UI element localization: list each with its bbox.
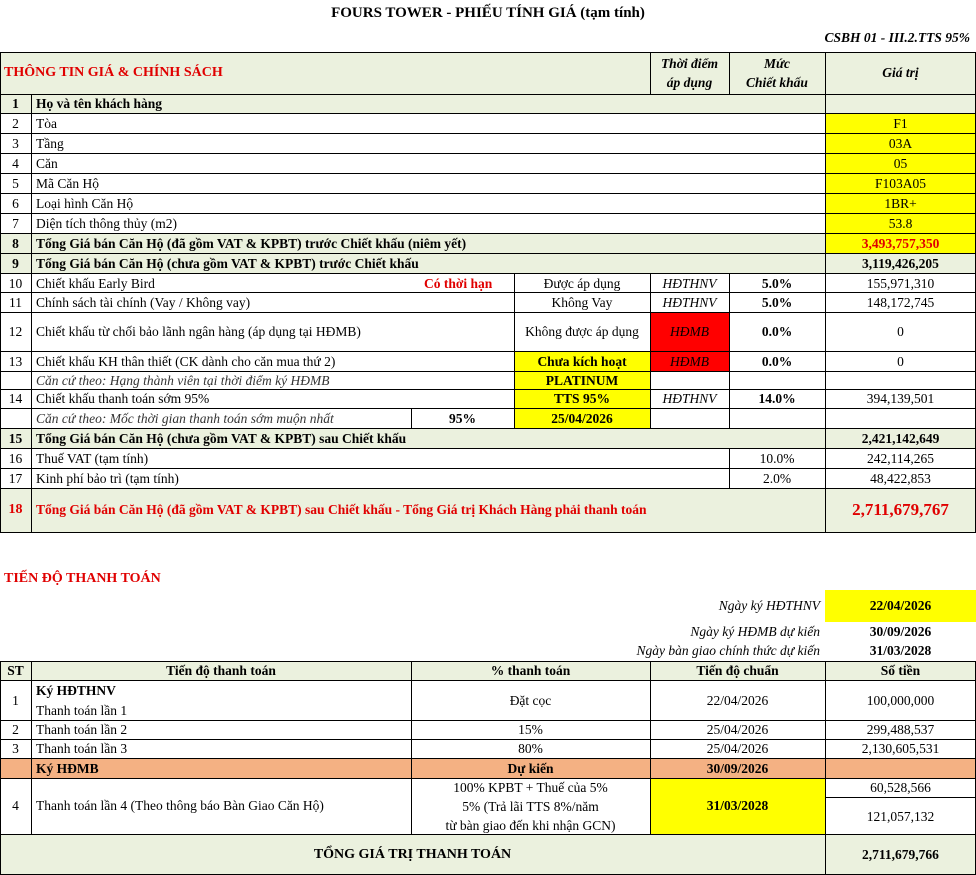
row-10-label: Chiết khấu Early Bird (36, 276, 155, 291)
row-18-no: 18 (8, 502, 23, 517)
row-13-time: HĐMB (670, 354, 709, 369)
row-17-value: 48,422,853 (870, 471, 931, 486)
pay-3-pct: 80% (518, 741, 543, 756)
row-11-value: 148,172,745 (866, 295, 935, 310)
row-12-no: 12 (8, 324, 23, 339)
hdmb-stage: Ký HĐMB (36, 761, 99, 776)
pay-3-date: 25/04/2026 (706, 741, 769, 756)
pay-1-pct: Đặt cọc (509, 693, 552, 708)
document-title: FOURS TOWER - PHIẾU TÍNH GIÁ (tạm tính) (331, 5, 645, 21)
row-15-no: 15 (8, 431, 23, 446)
row-17-no: 17 (8, 471, 23, 486)
row-14b-pct: 95% (449, 411, 476, 426)
row-16-no: 16 (8, 451, 23, 466)
sign-hdthnv-value: 22/04/2026 (869, 598, 932, 613)
row-13-no: 13 (8, 354, 23, 369)
total-value: 2,711,679,766 (862, 847, 939, 862)
row-13-status: Chưa kích hoạt (537, 354, 627, 369)
handover-label: Ngày bàn giao chính thức dự kiến (636, 643, 820, 658)
row-6-no: 6 (12, 196, 19, 211)
handover-value: 31/03/2028 (869, 643, 932, 658)
row-3-label: Tầng (36, 136, 64, 151)
row-15-value: 2,421,142,649 (861, 431, 940, 446)
pay-4-amount-b: 121,057,132 (866, 809, 935, 824)
pay-4-stage: Thanh toán lần 4 (Theo thông báo Bàn Giao Căn Hộ) (36, 798, 324, 813)
pay-4-pct-b1: 5% (Trả lãi TTS 8%/năm (462, 799, 599, 814)
row-11-rate: 5.0% (761, 295, 793, 310)
row-11-label: Chính sách tài chính (Vay / Không vay) (36, 295, 251, 310)
row-3-no: 3 (12, 136, 19, 151)
row-10-no: 10 (8, 276, 23, 291)
policy-code: CSBH 01 - III.2.TTS 95% (824, 30, 970, 45)
row-18-value: 2,711,679,767 (852, 500, 949, 519)
row-9-no: 9 (12, 256, 19, 271)
row-5-no: 5 (12, 176, 19, 191)
pay-3-amount: 2,130,605,531 (861, 741, 940, 756)
row-12-status: Không được áp dụng (525, 324, 639, 339)
row-14-no: 14 (8, 391, 23, 406)
pay-2-pct: 15% (518, 722, 543, 737)
row-11-no: 11 (9, 295, 22, 310)
col-time-line2: áp dụng (666, 75, 713, 90)
row-12-time: HĐMB (670, 324, 709, 339)
row-17-rate: 2.0% (762, 471, 792, 486)
row-9-value: 3,119,426,205 (862, 256, 939, 271)
col-value-header: Giá trị (882, 65, 919, 80)
sign-hdmb-label: Ngày ký HĐMB dự kiến (690, 624, 820, 639)
row-18-label: Tổng Giá bán Căn Hộ (đã gồm VAT & KPBT) sau Chiết khấu - Tổng Giá trị Khách Hàng phải thanh toán (36, 502, 647, 517)
row-8-value: 3,493,757,350 (861, 236, 940, 251)
pay-col-st: ST (7, 663, 24, 678)
pay-4-date: 31/03/2028 (706, 798, 769, 813)
pay-1-amount: 100,000,000 (866, 693, 935, 708)
row-13-label: Chiết khấu KH thân thiết (CK dành cho căn mua thứ 2) (36, 354, 336, 369)
payment-section-title: TIẾN ĐỘ THANH TOÁN (4, 571, 161, 586)
row-11-status: Không Vay (551, 295, 613, 310)
total-label: TỔNG GIÁ TRỊ THANH TOÁN (313, 847, 512, 862)
pay-col-pct: % thanh toán (490, 663, 571, 678)
row-2-value: F1 (893, 116, 908, 131)
row-7-no: 7 (12, 216, 19, 231)
row-14-time: HĐTHNV (662, 391, 717, 406)
row-5-label: Mã Căn Hộ (36, 176, 99, 191)
pay-2-amount: 299,488,537 (866, 722, 935, 737)
pay-4-pct-a: 100% KPBT + Thuế của 5% (453, 780, 608, 795)
row-13b-status: PLATINUM (545, 373, 619, 388)
pay-3-no: 3 (12, 741, 19, 756)
row-8-label: Tổng Giá bán Căn Hộ (đã gồm VAT & KPBT) trước Chiết khấu (niêm yết) (36, 236, 467, 251)
row-13-value: 0 (897, 354, 904, 369)
pay-1-date: 22/04/2026 (706, 693, 769, 708)
row-9-label: Tổng Giá bán Căn Hộ (chưa gồm VAT & KPBT) trước Chiết khấu (36, 256, 419, 271)
row-8-no: 8 (12, 236, 19, 251)
row-4-label: Căn (36, 156, 58, 171)
row-10-rate: 5.0% (761, 276, 793, 291)
pay-4-pct-b2: từ bàn giao đến khi nhận GCN) (445, 818, 616, 833)
price-section-title: THÔNG TIN GIÁ & CHÍNH SÁCH (4, 65, 223, 80)
pay-col-sched: Tiến độ chuẩn (696, 663, 779, 678)
row-11-time: HĐTHNV (662, 295, 717, 310)
row-12-label: Chiết khấu từ chối bảo lãnh ngân hàng (áp dụng tại HĐMB) (36, 324, 361, 339)
row-15-label: Tổng Giá bán Căn Hộ (chưa gồm VAT & KPBT) sau Chiết khấu (36, 431, 407, 446)
pay-4-amount-a: 60,528,566 (870, 780, 931, 795)
sign-hdmb-value: 30/09/2026 (869, 624, 932, 639)
row-16-rate: 10.0% (759, 451, 795, 466)
row-10-time: HĐTHNV (662, 276, 717, 291)
row-6-label: Loại hình Căn Hộ (36, 196, 134, 211)
row-14-value: 394,139,501 (866, 391, 935, 406)
row-7-label: Diện tích thông thủy (m2) (36, 216, 177, 231)
col-discount-line2: Chiết khấu (746, 75, 808, 90)
pay-4-no: 4 (12, 798, 19, 813)
pay-1-no: 1 (12, 693, 19, 708)
row-5-value: F103A05 (874, 176, 926, 191)
pay-3-stage: Thanh toán lần 3 (36, 741, 128, 756)
pay-1-line2: Thanh toán lần 1 (36, 703, 128, 718)
pay-2-no: 2 (12, 722, 19, 737)
row-1-no: 1 (12, 96, 19, 111)
pay-2-date: 25/04/2026 (706, 722, 769, 737)
sign-hdthnv-label: Ngày ký HĐTHNV (718, 598, 820, 613)
row-12-value: 0 (897, 324, 904, 339)
row-10-status: Được áp dụng (543, 276, 621, 291)
col-time-line1: Thời điểm (660, 56, 719, 71)
row-14-label: Chiết khấu thanh toán sớm 95% (36, 391, 210, 406)
row-14b-status: 25/04/2026 (551, 411, 613, 426)
row-10-tag: Có thời hạn (424, 276, 493, 291)
row-3-value: 03A (888, 136, 913, 151)
row-14-rate: 14.0% (758, 391, 796, 406)
pay-2-stage: Thanh toán lần 2 (36, 722, 128, 737)
row-16-label: Thuế VAT (tạm tính) (36, 451, 149, 466)
row-12-rate: 0.0% (761, 324, 793, 339)
row-14b-label: Căn cứ theo: Mốc thời gian thanh toán sớm muộn nhất (36, 411, 334, 426)
row-4-value: 05 (893, 156, 908, 171)
pay-col-amount: Số tiền (880, 663, 921, 678)
hdmb-date: 30/09/2026 (706, 761, 769, 776)
row-13-rate: 0.0% (761, 354, 793, 369)
row-2-no: 2 (12, 116, 19, 131)
row-7-value: 53.8 (888, 216, 913, 231)
row-10-value: 155,971,310 (866, 276, 935, 291)
row-6-value: 1BR+ (884, 196, 917, 211)
row-14-status: TTS 95% (554, 391, 610, 406)
row-17-label: Kinh phí bảo trì (tạm tính) (36, 471, 179, 486)
row-4-no: 4 (12, 156, 19, 171)
pay-1-line1: Ký HĐTHNV (36, 683, 116, 698)
row-2-label: Tòa (36, 116, 57, 131)
hdmb-pct: Dự kiến (507, 761, 554, 776)
row-1-label: Họ và tên khách hàng (36, 96, 163, 111)
row-16-value: 242,114,265 (867, 451, 934, 466)
col-discount-line1: Mức (763, 56, 791, 71)
pay-col-stage: Tiến độ thanh toán (166, 663, 276, 678)
row-13b-label: Căn cứ theo: Hạng thành viên tại thời điểm ký HĐMB (36, 373, 330, 388)
